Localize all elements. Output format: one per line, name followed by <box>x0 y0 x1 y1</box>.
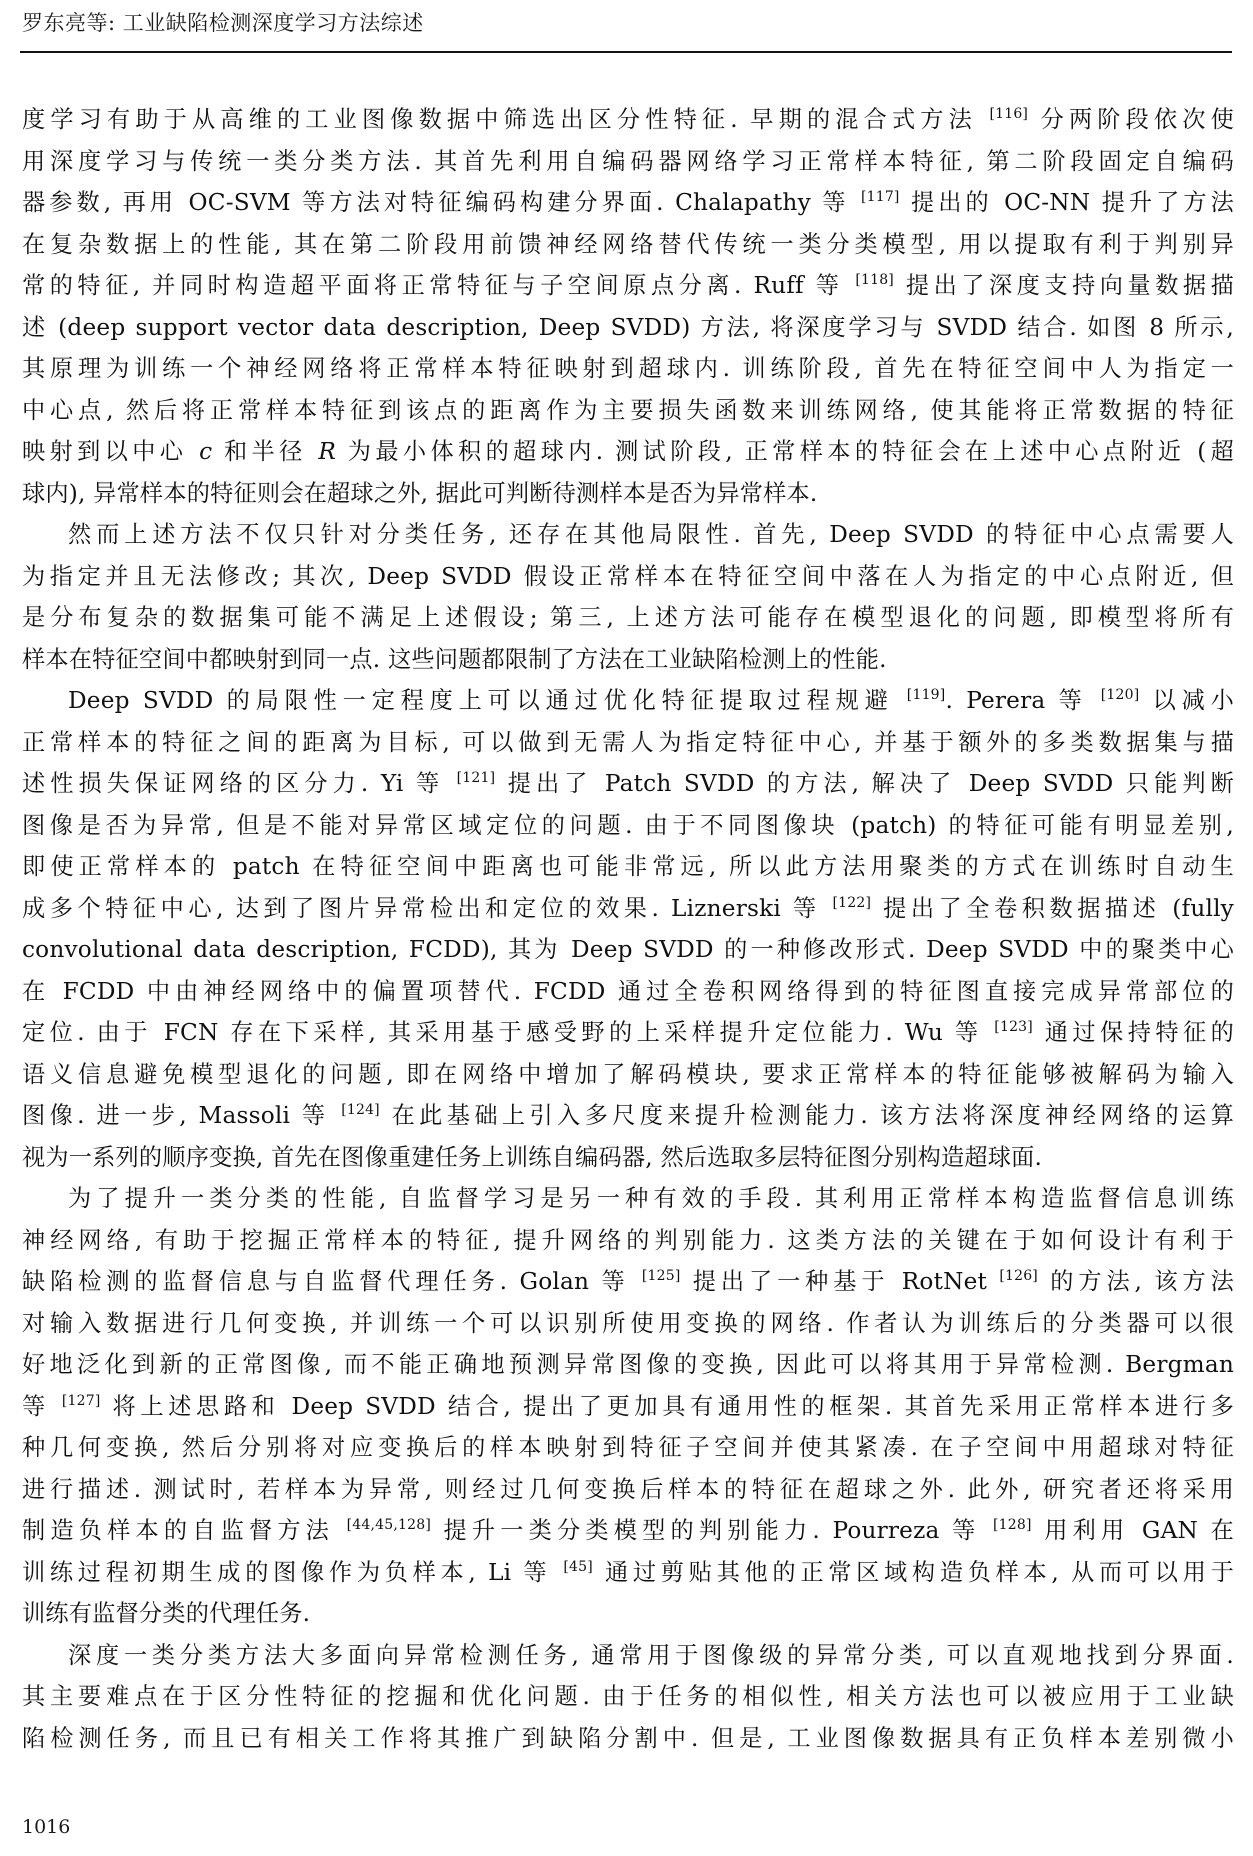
text-line: 制造负样本的自监督方法 [44,45,128] 提升一类分类模型的判别能力. Pourreza 等 [128] 用利用 GAN 在 <box>22 1517 1234 1544</box>
citation-ref: [119] <box>906 687 946 703</box>
text-line: 神经网络, 有助于挖掘正常样本的特征, 提升网络的判别能力. 这类方法的关键在于如何设计有利于 <box>22 1226 1234 1254</box>
text-line: 常的特征, 并同时构造超平面将正常特征与子空间原点分离. Ruff 等 [118] 提出了深度支持向量数据描 <box>22 272 1234 299</box>
text-line: 语义信息避免模型退化的问题, 即在网络中增加了解码模块, 要求正常样本的特征能够被解码为输入 <box>22 1060 1234 1088</box>
citation-ref: [118] <box>855 272 894 288</box>
text-line: 定位. 由于 FCN 存在下采样, 其采用基于感受野的上采样提升定位能力. Wu 等 [123] 通过保持特征的 <box>22 1019 1234 1046</box>
text-line: 为了提升一类分类的性能, 自监督学习是另一种有效的手段. 其利用正常样本构造监督信息训练 <box>68 1185 1234 1212</box>
text-line: 样本在特征空间中都映射到同一点. 这些问题都限制了方法在工业缺陷检测上的性能. <box>22 645 887 673</box>
text-line: 进行描述. 测试时, 若样本为异常, 则经过几何变换后样本的特征在超球之外. 此外, 研究者还将采用 <box>22 1475 1234 1503</box>
paragraph <box>22 1178 1234 1635</box>
text-line: 训练过程初期生成的图像作为负样本, Li 等 [45] 通过剪贴其他的正常区域构造负样本, 从而可以用于 <box>22 1558 1234 1586</box>
text-line: 即使正常样本的 patch 在特征空间中距离也可能非常远, 所以此方法用聚类的方式在训练时自动生 <box>22 853 1234 880</box>
math-symbol: c <box>199 438 213 465</box>
text-line: 对输入数据进行几何变换, 并训练一个可以识别所使用变换的网络. 作者认为训练后的分类器可以很 <box>22 1309 1234 1337</box>
citation-ref: [127] <box>61 1392 101 1409</box>
text-line: 缺陷检测的监督信息与自监督代理任务. Golan 等 [125] 提出了一种基于 RotNet [126] 的方法, 该方法 <box>22 1268 1234 1295</box>
citation-ref: [123] <box>994 1019 1033 1035</box>
citation-ref: [45] <box>563 1558 593 1575</box>
text-line: 其原理为训练一个神经网络将正常样本特征映射到超球内. 训练阶段, 首先在特征空间中人为指定一 <box>22 355 1234 382</box>
citation-ref: [120] <box>1100 687 1140 703</box>
text-line: 球内), 异常样本的特征则会在超球之外, 据此可判断待测样本是否为异常样本. <box>22 479 818 507</box>
citation-ref: [126] <box>999 1268 1038 1284</box>
article-body <box>22 99 1234 1759</box>
header-rule <box>20 51 1232 53</box>
citation-ref: [44,45,128] <box>346 1517 431 1533</box>
citation-ref: [124] <box>341 1102 380 1118</box>
text-line: 在 FCDD 中由神经网络中的偏置项替代. FCDD 通过全卷积网络得到的特征图直接完成异常部位的 <box>22 977 1234 1005</box>
text-line: 成多个特征中心, 达到了图片异常检出和定位的效果. Liznerski 等 [122] 提出了全卷积数据描述 (fully <box>22 894 1234 922</box>
text-line: 好地泛化到新的正常图像, 而不能正确地预测异常图像的变换, 因此可以将其用于异常检测. Bergman <box>22 1351 1234 1378</box>
text-line: 是分布复杂的数据集可能不满足上述假设; 第三, 上述方法可能存在模型退化的问题, 即模型将所有 <box>22 604 1234 631</box>
citation-ref: [128] <box>993 1517 1032 1533</box>
text-line: 图像是否为异常, 但是不能对异常区域定位的问题. 由于不同图像块 (patch) 的特征可能有明显差别, <box>22 811 1234 839</box>
citation-ref: [122] <box>832 894 872 911</box>
text-line: convolutional data description, FCDD), 其为 Deep SVDD 的一种修改形式. Deep SVDD 中的聚类中心 <box>22 936 1234 963</box>
text-line: 种几何变换, 然后分别将对应变换后的样本映射到特征子空间并使其紧凑. 在子空间中用超球对特征 <box>22 1434 1234 1461</box>
text-line: Deep SVDD 的局限性一定程度上可以通过优化特征提取过程规避 [119]. Perera 等 [120] 以减小 <box>68 687 1234 714</box>
text-line: 中心点, 然后将正常样本特征到该点的距离作为主要损失函数来训练网络, 使其能将正常数据的特征 <box>22 396 1234 424</box>
text-line: 等 [127] 将上述思路和 Deep SVDD 结合, 提出了更加具有通用性的框架. 其首先采用正常样本进行多 <box>22 1392 1235 1420</box>
page-number: 1016 <box>22 1816 71 1838</box>
text-line: 正常样本的特征之间的距离为目标, 可以做到无需人为指定特征中心, 并基于额外的多类数据集与描 <box>22 728 1234 756</box>
text-line: 用深度学习与传统一类分类方法. 其首先利用自编码器网络学习正常样本特征, 第二阶段固定自编码 <box>22 147 1234 175</box>
paragraph <box>22 514 1234 680</box>
text-line: 深度一类分类方法大多面向异常检测任务, 通常用于图像级的异常分类, 可以直观地找到分界面. <box>68 1641 1234 1669</box>
paragraph <box>22 1635 1234 1760</box>
text-line: 述 (deep support vector data description, Deep SVDD) 方法, 将深度学习与 SVDD 结合. 如图 8 所示, <box>22 313 1234 341</box>
text-line: 其主要难点在于区分性特征的挖掘和优化问题. 由于任务的相似性, 相关方法也可以被应用于工业缺 <box>22 1683 1234 1710</box>
text-line: 为指定并且无法修改; 其次, Deep SVDD 假设正常样本在特征空间中落在人为指定的中心点附近, 但 <box>22 562 1234 590</box>
text-line: 在复杂数据上的性能, 其在第二阶段用前馈神经网络替代传统一类分类模型, 用以提取有利于判别异 <box>22 230 1234 258</box>
text-line: 器参数, 再用 OC-SVM 等方法对特征编码构建分界面. Chalapathy 等 [117] 提出的 OC-NN 提升了方法 <box>22 189 1235 216</box>
citation-ref: [125] <box>641 1268 681 1284</box>
text-line: 训练有监督分类的代理任务. <box>22 1600 311 1627</box>
paragraph <box>22 680 1234 1178</box>
citation-ref: [117] <box>860 189 900 205</box>
text-line: 映射到以中心 c 和半径 R 为最小体积的超球内. 测试阶段, 正常样本的特征会在上述中心点附近 (超 <box>22 438 1234 465</box>
text-line: 然而上述方法不仅只针对分类任务, 还存在其他局限性. 首先, Deep SVDD 的特征中心点需要人 <box>68 521 1234 548</box>
text-line: 述性损失保证网络的区分力. Yi 等 [121] 提出了 Patch SVDD 的方法, 解决了 Deep SVDD 只能判断 <box>22 770 1234 797</box>
citation-ref: [121] <box>456 770 496 786</box>
text-line: 视为一系列的顺序变换, 首先在图像重建任务上训练自编码器, 然后选取多层特征图分别构造超球面. <box>22 1143 1043 1171</box>
citation-ref: [116] <box>989 106 1029 122</box>
math-symbol: R <box>318 438 337 465</box>
text-line: 陷检测任务, 而且已有相关工作将其推广到缺陷分割中. 但是, 工业图像数据具有正负样本差别微小 <box>22 1724 1234 1752</box>
text-line: 图像. 进一步, Massoli 等 [124] 在此基础上引入多尺度来提升检测能力. 该方法将深度神经网络的运算 <box>22 1102 1234 1129</box>
running-head-title: 罗东亮等: 工业缺陷检测深度学习方法综述 <box>22 11 424 35</box>
paragraph <box>22 99 1234 514</box>
text-line: 度学习有助于从高维的工业图像数据中筛选出区分性特征. 早期的混合式方法 [116] 分两阶段依次使 <box>22 106 1234 133</box>
